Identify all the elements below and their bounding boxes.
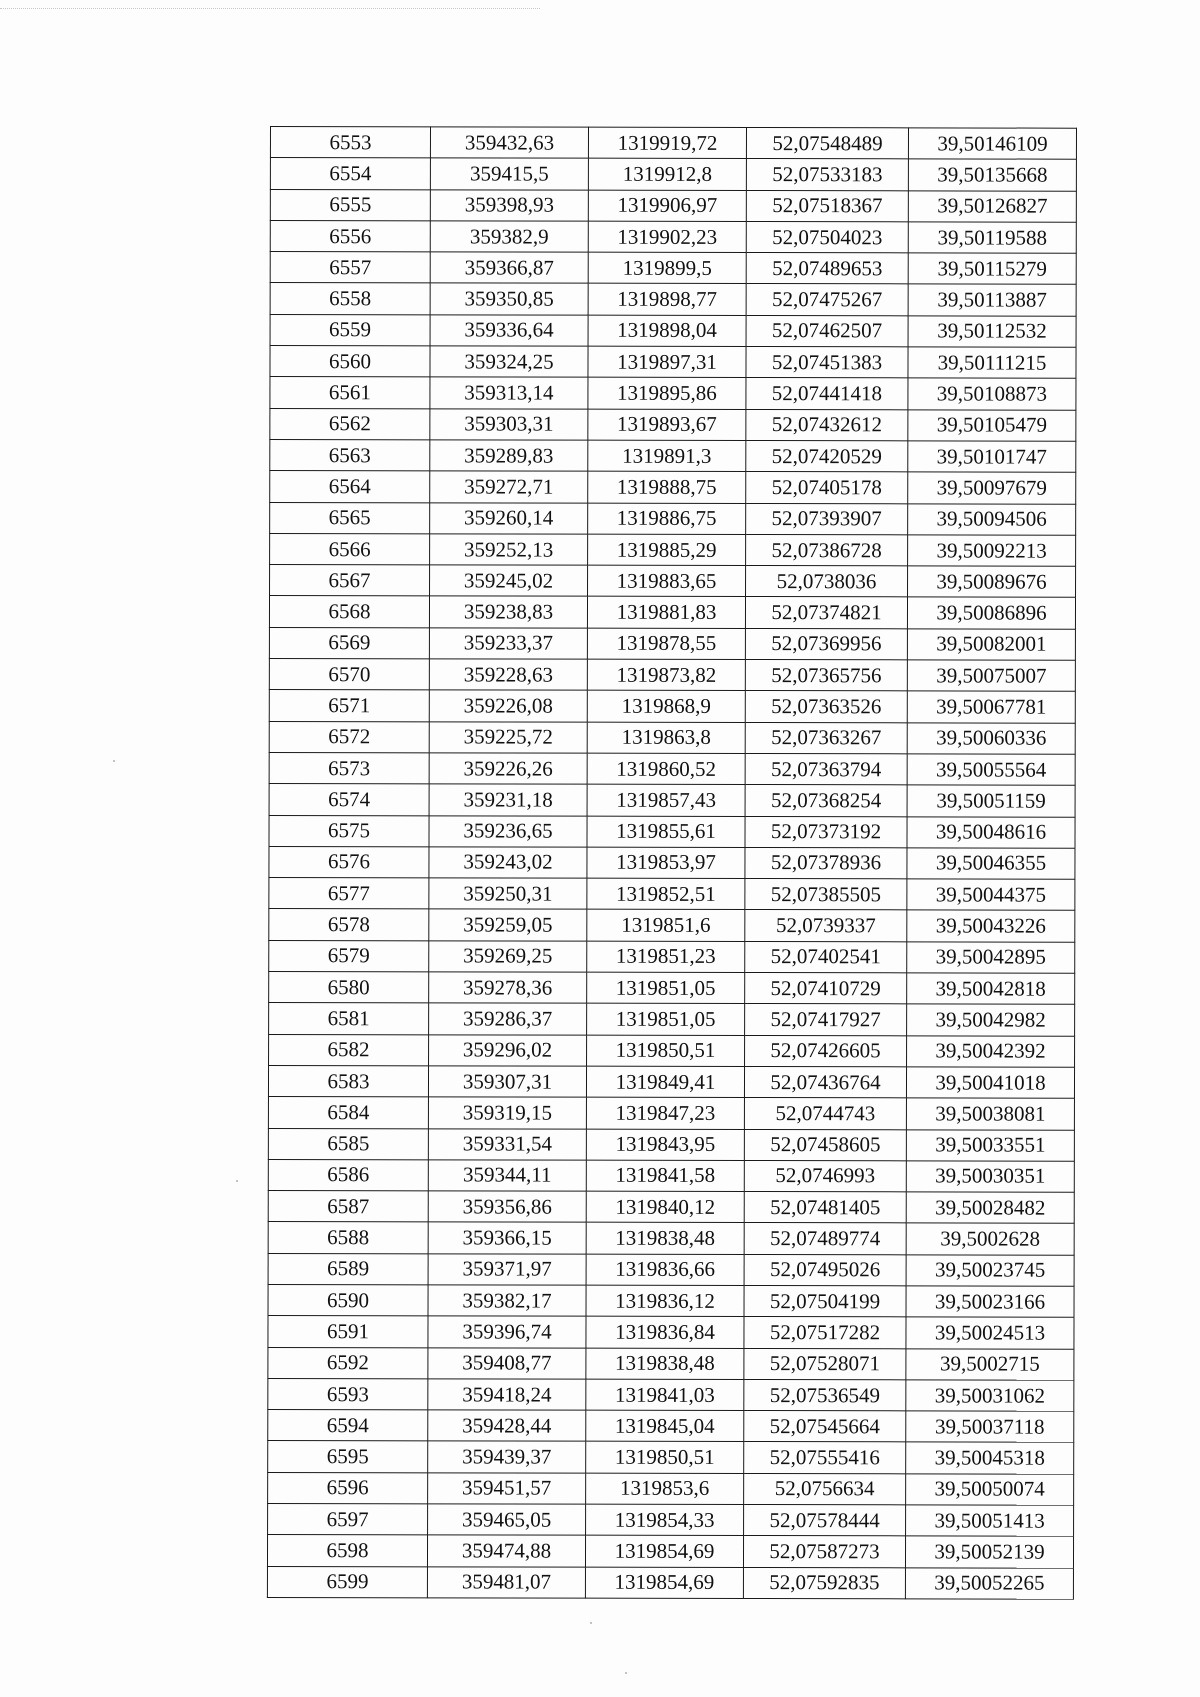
cell-latitude: 52,07462507 <box>746 315 908 347</box>
cell-longitude: 39,50082001 <box>907 629 1075 661</box>
cell-point-number: 6599 <box>267 1566 427 1598</box>
cell-point-number: 6593 <box>268 1378 428 1410</box>
cell-x-coordinate: 359303,31 <box>430 409 588 441</box>
table-row <box>269 1003 1075 1036</box>
cell-y-coordinate: 1319838,48 <box>586 1223 744 1255</box>
cell-longitude: 39,50023166 <box>906 1286 1074 1318</box>
cell-x-coordinate: 359278,36 <box>429 972 587 1004</box>
cell-point-number: 6561 <box>270 377 430 409</box>
cell-longitude: 39,50051159 <box>907 785 1075 817</box>
cell-point-number: 6573 <box>269 752 429 784</box>
cell-x-coordinate: 359428,44 <box>428 1410 586 1442</box>
cell-latitude: 52,0739337 <box>745 910 907 942</box>
scan-speck <box>113 760 115 762</box>
table-row <box>267 1535 1073 1568</box>
cell-latitude: 52,07533183 <box>746 159 908 191</box>
table-row <box>270 565 1076 598</box>
cell-point-number: 6569 <box>269 627 429 659</box>
table-row <box>268 1441 1074 1474</box>
table-row <box>270 377 1076 410</box>
cell-longitude: 39,50113887 <box>908 284 1076 316</box>
table-row <box>270 346 1076 379</box>
cell-longitude: 39,50112532 <box>908 316 1076 348</box>
cell-point-number: 6577 <box>269 878 429 910</box>
coordinates-table <box>267 126 1077 1600</box>
cell-y-coordinate: 1319893,67 <box>588 409 746 441</box>
cell-point-number: 6584 <box>268 1097 428 1129</box>
cell-longitude: 39,50050074 <box>906 1474 1074 1506</box>
cell-point-number: 6590 <box>268 1284 428 1316</box>
cell-point-number: 6563 <box>270 439 430 471</box>
cell-longitude: 39,5002715 <box>906 1348 1074 1380</box>
cell-x-coordinate: 359439,37 <box>428 1441 586 1473</box>
cell-longitude: 39,50024513 <box>906 1317 1074 1349</box>
cell-x-coordinate: 359319,15 <box>428 1097 586 1129</box>
cell-point-number: 6574 <box>269 784 429 816</box>
cell-point-number: 6576 <box>269 846 429 878</box>
table-row <box>268 1410 1074 1443</box>
cell-y-coordinate: 1319840,12 <box>586 1191 744 1223</box>
table-row <box>270 533 1076 566</box>
cell-y-coordinate: 1319851,05 <box>587 1003 745 1035</box>
cell-y-coordinate: 1319851,05 <box>587 972 745 1004</box>
cell-y-coordinate: 1319899,5 <box>588 252 746 284</box>
cell-x-coordinate: 359465,05 <box>428 1504 586 1536</box>
cell-x-coordinate: 359238,83 <box>429 596 587 628</box>
cell-point-number: 6579 <box>269 940 429 972</box>
cell-point-number: 6575 <box>269 815 429 847</box>
table-row <box>270 220 1076 253</box>
cell-y-coordinate: 1319836,12 <box>586 1285 744 1317</box>
cell-y-coordinate: 1319845,04 <box>586 1410 744 1442</box>
cell-latitude: 52,07420529 <box>746 440 908 472</box>
cell-latitude: 52,07373192 <box>745 816 907 848</box>
cell-point-number: 6566 <box>270 533 430 565</box>
cell-y-coordinate: 1319897,31 <box>588 346 746 378</box>
scan-speck <box>625 1672 627 1674</box>
cell-y-coordinate: 1319850,51 <box>587 1035 745 1067</box>
cell-x-coordinate: 359245,02 <box>430 565 588 597</box>
cell-latitude: 52,07504199 <box>744 1285 906 1317</box>
cell-y-coordinate: 1319898,77 <box>588 284 746 316</box>
cell-y-coordinate: 1319843,95 <box>586 1129 744 1161</box>
cell-y-coordinate: 1319855,61 <box>587 816 745 848</box>
cell-point-number: 6582 <box>269 1034 429 1066</box>
table-row <box>269 721 1075 754</box>
cell-x-coordinate: 359289,83 <box>430 440 588 472</box>
cell-latitude: 52,0746993 <box>744 1160 906 1192</box>
cell-point-number: 6585 <box>268 1128 428 1160</box>
cell-longitude: 39,50045318 <box>906 1442 1074 1474</box>
cell-latitude: 52,07369956 <box>745 628 907 660</box>
cell-y-coordinate: 1319854,33 <box>586 1504 744 1536</box>
table-row <box>269 659 1075 692</box>
cell-latitude: 52,07518367 <box>746 190 908 222</box>
cell-longitude: 39,50092213 <box>908 535 1076 567</box>
cell-latitude: 52,07365756 <box>745 660 907 692</box>
cell-point-number: 6560 <box>270 346 430 378</box>
table-row <box>267 1566 1073 1599</box>
cell-longitude: 39,50041018 <box>906 1067 1074 1099</box>
cell-latitude: 52,07393907 <box>746 503 908 535</box>
cell-longitude: 39,50030351 <box>906 1161 1074 1193</box>
cell-y-coordinate: 1319850,51 <box>586 1442 744 1474</box>
cell-x-coordinate: 359226,26 <box>429 753 587 785</box>
cell-point-number: 6557 <box>270 252 430 284</box>
cell-y-coordinate: 1319878,55 <box>587 628 745 660</box>
cell-x-coordinate: 359371,97 <box>428 1254 586 1286</box>
cell-latitude: 52,07417927 <box>745 1004 907 1036</box>
cell-point-number: 6589 <box>268 1253 428 1285</box>
cell-y-coordinate: 1319873,82 <box>587 659 745 691</box>
cell-x-coordinate: 359432,63 <box>430 127 588 159</box>
cell-longitude: 39,50038081 <box>906 1098 1074 1130</box>
cell-latitude: 52,07555416 <box>744 1442 906 1474</box>
cell-latitude: 52,07405178 <box>746 472 908 504</box>
cell-latitude: 52,0744743 <box>744 1098 906 1130</box>
cell-point-number: 6587 <box>268 1191 428 1223</box>
cell-point-number: 6581 <box>269 1003 429 1035</box>
cell-point-number: 6570 <box>269 659 429 691</box>
cell-longitude: 39,50105479 <box>908 410 1076 442</box>
cell-latitude: 52,07517282 <box>744 1317 906 1349</box>
cell-x-coordinate: 359382,9 <box>430 221 588 253</box>
cell-point-number: 6572 <box>269 721 429 753</box>
table-row <box>269 784 1075 817</box>
table-row <box>269 752 1075 785</box>
cell-longitude: 39,50075007 <box>907 660 1075 692</box>
cell-latitude: 52,07363794 <box>745 753 907 785</box>
cell-longitude: 39,50046355 <box>907 848 1075 880</box>
cell-longitude: 39,50126827 <box>908 190 1076 222</box>
cell-y-coordinate: 1319851,6 <box>587 910 745 942</box>
cell-x-coordinate: 359408,77 <box>428 1347 586 1379</box>
cell-x-coordinate: 359313,14 <box>430 377 588 409</box>
cell-x-coordinate: 359307,31 <box>428 1066 586 1098</box>
cell-y-coordinate: 1319888,75 <box>588 471 746 503</box>
cell-x-coordinate: 359474,88 <box>427 1535 585 1567</box>
cell-x-coordinate: 359226,08 <box>429 690 587 722</box>
cell-longitude: 39,50146109 <box>908 128 1076 160</box>
cell-latitude: 52,07592835 <box>743 1567 905 1599</box>
cell-point-number: 6553 <box>270 127 430 159</box>
cell-x-coordinate: 359415,5 <box>430 158 588 190</box>
cell-longitude: 39,50060336 <box>907 722 1075 754</box>
cell-x-coordinate: 359259,05 <box>429 909 587 941</box>
table-row <box>268 1097 1074 1130</box>
cell-longitude: 39,50115279 <box>908 253 1076 285</box>
cell-latitude: 52,07504023 <box>746 221 908 253</box>
cell-longitude: 39,50051413 <box>906 1505 1074 1537</box>
table-row <box>269 815 1075 848</box>
cell-x-coordinate: 359228,63 <box>429 659 587 691</box>
cell-latitude: 52,07587273 <box>743 1536 905 1568</box>
table-row <box>268 1253 1074 1286</box>
cell-y-coordinate: 1319849,41 <box>586 1066 744 1098</box>
cell-y-coordinate: 1319912,8 <box>588 158 746 190</box>
cell-y-coordinate: 1319853,6 <box>586 1473 744 1505</box>
table-row <box>270 439 1076 472</box>
cell-point-number: 6571 <box>269 690 429 722</box>
cell-latitude: 52,07528071 <box>744 1348 906 1380</box>
cell-point-number: 6580 <box>269 972 429 1004</box>
cell-y-coordinate: 1319836,84 <box>586 1316 744 1348</box>
cell-x-coordinate: 359260,14 <box>430 502 588 534</box>
cell-x-coordinate: 359324,25 <box>430 346 588 378</box>
table-row <box>270 189 1076 222</box>
cell-longitude: 39,50052139 <box>905 1536 1073 1568</box>
cell-latitude: 52,07495026 <box>744 1254 906 1286</box>
table-row <box>268 1159 1074 1192</box>
cell-latitude: 52,07578444 <box>744 1505 906 1537</box>
table-row <box>269 909 1075 942</box>
cell-point-number: 6594 <box>268 1410 428 1442</box>
cell-latitude: 52,07402541 <box>745 941 907 973</box>
cell-y-coordinate: 1319906,97 <box>588 190 746 222</box>
cell-x-coordinate: 359233,37 <box>429 628 587 660</box>
cell-y-coordinate: 1319838,48 <box>586 1348 744 1380</box>
cell-longitude: 39,50086896 <box>907 597 1075 629</box>
cell-point-number: 6568 <box>269 596 429 628</box>
cell-longitude: 39,50042392 <box>907 1035 1075 1067</box>
table-row <box>269 846 1075 879</box>
cell-longitude: 39,50111215 <box>908 347 1076 379</box>
cell-y-coordinate: 1319852,51 <box>587 878 745 910</box>
cell-x-coordinate: 359250,31 <box>429 878 587 910</box>
cell-latitude: 52,07481405 <box>744 1192 906 1224</box>
cell-point-number: 6555 <box>270 189 430 221</box>
cell-latitude: 52,07441418 <box>746 378 908 410</box>
table-row <box>269 596 1075 629</box>
table-row <box>270 408 1076 441</box>
cell-latitude: 52,07374821 <box>745 597 907 629</box>
table-row <box>268 1128 1074 1161</box>
cell-latitude: 52,07426605 <box>745 1035 907 1067</box>
cell-y-coordinate: 1319898,04 <box>588 315 746 347</box>
cell-latitude: 52,07378936 <box>745 847 907 879</box>
cell-latitude: 52,07458605 <box>744 1129 906 1161</box>
cell-point-number: 6554 <box>270 158 430 190</box>
cell-latitude: 52,07489653 <box>746 253 908 285</box>
cell-latitude: 52,07363267 <box>745 722 907 754</box>
cell-point-number: 6556 <box>270 220 430 252</box>
cell-longitude: 39,50055564 <box>907 754 1075 786</box>
cell-point-number: 6591 <box>268 1316 428 1348</box>
cell-x-coordinate: 359356,86 <box>428 1191 586 1223</box>
table-row <box>270 314 1076 347</box>
cell-longitude: 39,50089676 <box>908 566 1076 598</box>
cell-point-number: 6562 <box>270 408 430 440</box>
table-row <box>269 878 1075 911</box>
cell-x-coordinate: 359481,07 <box>427 1566 585 1598</box>
table-row <box>270 471 1076 504</box>
cell-y-coordinate: 1319891,3 <box>588 440 746 472</box>
cell-y-coordinate: 1319857,43 <box>587 784 745 816</box>
table-row <box>269 627 1075 660</box>
table-row <box>268 1065 1074 1098</box>
cell-y-coordinate: 1319851,23 <box>587 941 745 973</box>
cell-point-number: 6592 <box>268 1347 428 1379</box>
table-row <box>270 252 1076 285</box>
table-row <box>270 502 1076 535</box>
cell-x-coordinate: 359336,64 <box>430 315 588 347</box>
scan-speck <box>590 1622 592 1624</box>
table-row <box>269 972 1075 1005</box>
cell-y-coordinate: 1319853,97 <box>587 847 745 879</box>
cell-x-coordinate: 359296,02 <box>429 1034 587 1066</box>
cell-x-coordinate: 359398,93 <box>430 189 588 221</box>
cell-x-coordinate: 359272,71 <box>430 471 588 503</box>
cell-x-coordinate: 359236,65 <box>429 815 587 847</box>
table-row <box>270 283 1076 316</box>
cell-x-coordinate: 359286,37 <box>429 1003 587 1035</box>
cell-longitude: 39,50067781 <box>907 691 1075 723</box>
cell-longitude: 39,50097679 <box>908 472 1076 504</box>
cell-longitude: 39,50042982 <box>907 1004 1075 1036</box>
cell-latitude: 52,07432612 <box>746 409 908 441</box>
cell-point-number: 6578 <box>269 909 429 941</box>
cell-longitude: 39,50101747 <box>908 441 1076 473</box>
cell-y-coordinate: 1319860,52 <box>587 753 745 785</box>
cell-x-coordinate: 359382,17 <box>428 1285 586 1317</box>
cell-y-coordinate: 1319854,69 <box>585 1536 743 1568</box>
cell-y-coordinate: 1319902,23 <box>588 221 746 253</box>
cell-latitude: 52,07475267 <box>746 284 908 316</box>
cell-longitude: 39,50048616 <box>907 816 1075 848</box>
cell-latitude: 52,07368254 <box>745 785 907 817</box>
coordinates-table-body <box>267 127 1076 1600</box>
cell-y-coordinate: 1319886,75 <box>588 503 746 535</box>
cell-longitude: 39,50042818 <box>907 973 1075 1005</box>
cell-point-number: 6583 <box>268 1065 428 1097</box>
cell-x-coordinate: 359451,57 <box>428 1473 586 1505</box>
table-row <box>268 1378 1074 1411</box>
table-row <box>268 1472 1074 1505</box>
cell-point-number: 6567 <box>270 565 430 597</box>
cell-longitude: 39,50023745 <box>906 1255 1074 1287</box>
cell-y-coordinate: 1319854,69 <box>585 1567 743 1599</box>
cell-longitude: 39,50119588 <box>908 222 1076 254</box>
cell-point-number: 6598 <box>267 1535 427 1567</box>
cell-x-coordinate: 359252,13 <box>430 534 588 566</box>
cell-x-coordinate: 359418,24 <box>428 1379 586 1411</box>
table-row <box>268 1222 1074 1255</box>
cell-point-number: 6558 <box>270 283 430 315</box>
cell-x-coordinate: 359396,74 <box>428 1316 586 1348</box>
cell-x-coordinate: 359231,18 <box>429 784 587 816</box>
table-row <box>270 158 1076 191</box>
cell-longitude: 39,50044375 <box>907 879 1075 911</box>
cell-x-coordinate: 359366,87 <box>430 252 588 284</box>
cell-y-coordinate: 1319919,72 <box>588 127 746 159</box>
table-row <box>268 1316 1074 1349</box>
cell-latitude: 52,07363526 <box>745 691 907 723</box>
cell-latitude: 52,07489774 <box>744 1223 906 1255</box>
cell-y-coordinate: 1319883,65 <box>588 565 746 597</box>
cell-point-number: 6564 <box>270 471 430 503</box>
cell-point-number: 6559 <box>270 314 430 346</box>
cell-y-coordinate: 1319895,86 <box>588 378 746 410</box>
cell-x-coordinate: 359344,11 <box>428 1160 586 1192</box>
cell-point-number: 6595 <box>268 1441 428 1473</box>
table-row <box>269 690 1075 723</box>
cell-latitude: 52,07436764 <box>744 1066 906 1098</box>
table-row <box>268 1504 1074 1537</box>
cell-longitude: 39,50031062 <box>906 1380 1074 1412</box>
table-row <box>269 1034 1075 1067</box>
table-row <box>268 1191 1074 1224</box>
cell-x-coordinate: 359331,54 <box>428 1128 586 1160</box>
cell-point-number: 6586 <box>268 1159 428 1191</box>
cell-latitude: 52,07536549 <box>744 1379 906 1411</box>
cell-longitude: 39,5002628 <box>906 1223 1074 1255</box>
cell-latitude: 52,07410729 <box>745 973 907 1005</box>
cell-longitude: 39,50052265 <box>905 1567 1073 1599</box>
cell-longitude: 39,50033551 <box>906 1129 1074 1161</box>
cell-point-number: 6597 <box>268 1504 428 1536</box>
cell-point-number: 6565 <box>270 502 430 534</box>
cell-longitude: 39,50135668 <box>908 159 1076 191</box>
cell-y-coordinate: 1319885,29 <box>588 534 746 566</box>
cell-longitude: 39,50108873 <box>908 378 1076 410</box>
cell-y-coordinate: 1319868,9 <box>587 691 745 723</box>
table-row <box>268 1347 1074 1380</box>
cell-point-number: 6588 <box>268 1222 428 1254</box>
cell-longitude: 39,50037118 <box>906 1411 1074 1443</box>
cell-y-coordinate: 1319847,23 <box>586 1097 744 1129</box>
cell-latitude: 52,07385505 <box>745 879 907 911</box>
cell-y-coordinate: 1319863,8 <box>587 722 745 754</box>
cell-x-coordinate: 359350,85 <box>430 283 588 315</box>
cell-x-coordinate: 359269,25 <box>429 941 587 973</box>
table-row <box>269 940 1075 973</box>
cell-latitude: 52,0738036 <box>746 566 908 598</box>
cell-longitude: 39,50042895 <box>907 942 1075 974</box>
cell-longitude: 39,50043226 <box>907 910 1075 942</box>
cell-longitude: 39,50028482 <box>906 1192 1074 1224</box>
cell-y-coordinate: 1319836,66 <box>586 1254 744 1286</box>
cell-latitude: 52,07548489 <box>746 127 908 159</box>
cell-x-coordinate: 359225,72 <box>429 721 587 753</box>
cell-x-coordinate: 359243,02 <box>429 847 587 879</box>
cell-x-coordinate: 359366,15 <box>428 1222 586 1254</box>
cell-y-coordinate: 1319841,03 <box>586 1379 744 1411</box>
cell-latitude: 52,07451383 <box>746 347 908 379</box>
table-row <box>270 127 1076 160</box>
cell-y-coordinate: 1319841,58 <box>586 1160 744 1192</box>
cell-longitude: 39,50094506 <box>908 503 1076 535</box>
cell-y-coordinate: 1319881,83 <box>587 597 745 629</box>
scan-speck <box>236 1180 238 1182</box>
table-row <box>268 1284 1074 1317</box>
scan-artifact-line <box>0 8 540 9</box>
cell-latitude: 52,07386728 <box>746 534 908 566</box>
cell-point-number: 6596 <box>268 1472 428 1504</box>
cell-latitude: 52,0756634 <box>744 1473 906 1505</box>
cell-latitude: 52,07545664 <box>744 1411 906 1443</box>
